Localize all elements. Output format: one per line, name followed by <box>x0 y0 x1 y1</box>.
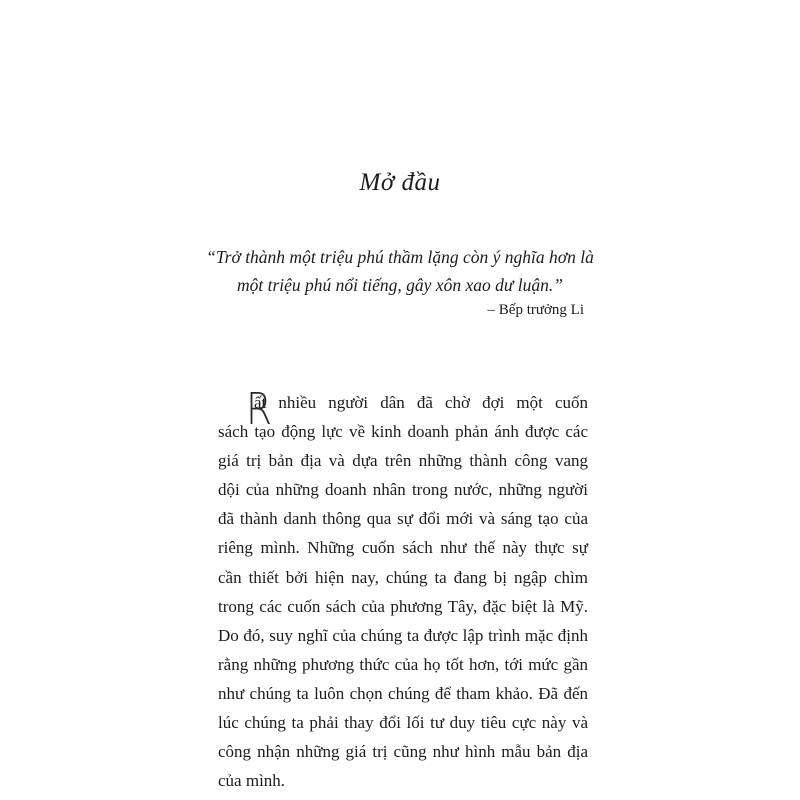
text-line: như chúng ta luôn chọn chúng để tham khảo. Đã đến <box>218 683 588 703</box>
epigraph-quote <box>200 243 600 299</box>
text-line: Do đó, suy nghĩ của chúng ta được lập trình mặc định <box>218 625 588 645</box>
epigraph-line: “Trở thành một triệu phú thầm lặng còn ý nghĩa hơn là <box>206 247 594 267</box>
text-line: sách tạo động lực về kinh doanh phản ánh được các <box>218 422 588 442</box>
epigraph-attribution: – Bếp trưởng Li <box>487 302 584 318</box>
text-line: rằng những phương thức của họ tốt hơn, tới mức gần <box>218 654 588 674</box>
text-line: trong các cuốn sách của phương Tây, đặc biệt là Mỹ. <box>218 596 588 616</box>
text-line: của mình. <box>218 771 286 791</box>
text-line: dội của những doanh nhân trong nước, những người <box>218 480 588 500</box>
text-line: công nhận những giá trị cũng như hình mẫu bản địa <box>218 742 588 762</box>
text-line: riêng mình. Những cuốn sách như thế này thực sự <box>218 538 588 558</box>
text-line: cần thiết bởi hiện nay, chúng ta đang bị ngập chìm <box>218 567 588 587</box>
text-line: đã thành danh thông qua sự đổi mới và sáng tạo của <box>218 509 588 529</box>
body-paragraph <box>218 384 588 795</box>
drop-cap: R <box>246 384 272 435</box>
chapter-title: Mở đầu <box>359 169 441 196</box>
text-line: lúc chúng ta phải thay đổi lối tư duy tiêu cực này và <box>218 713 588 733</box>
text-line: ất nhiều người dân đã chờ đợi một cuốn <box>254 393 588 412</box>
text-line: giá trị bản địa và dựa trên những thành công vang <box>218 451 588 471</box>
epigraph-line: một triệu phú nổi tiếng, gây xôn xao dư luận.” <box>237 275 563 295</box>
